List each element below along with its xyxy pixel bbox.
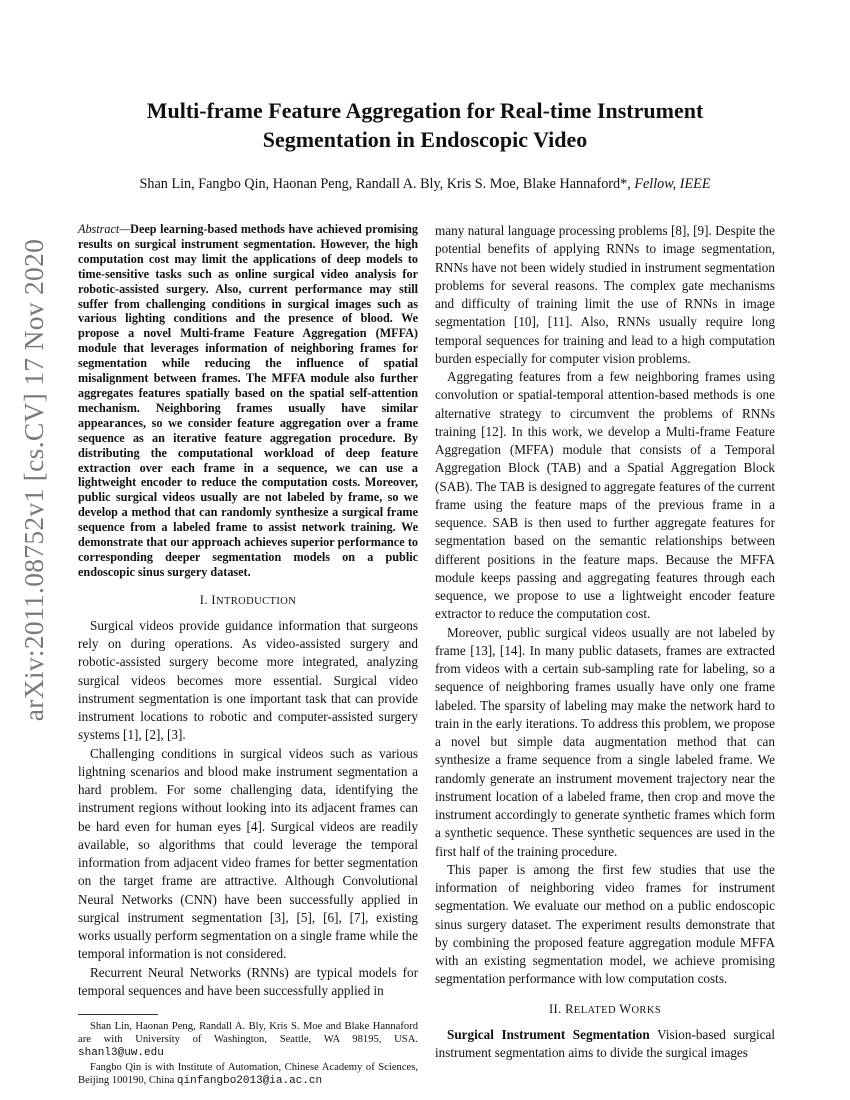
footnotes: [78, 1020, 418, 1088]
section-title-rest-1: ELATED: [573, 1004, 616, 1016]
run-in-heading: Surgical Instrument Segmentation: [447, 1026, 650, 1042]
intro-paragraph-6: This paper is among the first few studies that use the information of neighboring video frames for instrument segmentation. We evaluate our method on a public endoscopic sinus surgery dataset. The experiment results demonstrate that by combining the proposed feature aggregation module MFFA with an existing segmentation model, we achieve promising segmentation performance with low computation costs.: [435, 861, 775, 987]
footnote-2-text: Fangbo Qin is with Institute of Automation, Chinese Academy of Sciences, Beijing 100190, China: [78, 1061, 418, 1086]
footnote-affiliation-2: [78, 1061, 418, 1088]
section-title-cap-2: W: [619, 1001, 632, 1016]
arxiv-identifier-text: arXiv:2011.08752v1 [cs.CV] 17 Nov 2020: [18, 238, 50, 722]
intro-paragraph-2: Challenging conditions in surgical videos such as various lightning scenarios and blood make instrument segmentation a hard problem. For some challenging data, identifying the instrument regions without looking into its adjacent frames can be hard even for human eyes [4]. Surgical videos are readily available, so algorithms that could leverage the temporal information from adjacent video frames for better segmentation on the target frame are attractive. Although Convolutional Neural Networks (CNN) have been successfully applied in surgical instrument segmentation [3], [5], [6], [7], existing works usually perform segmentation on a single frame while the temporal information is not considered.: [78, 745, 418, 962]
abstract-label: Abstract: [78, 222, 120, 236]
right-body: [435, 222, 775, 989]
section-title-cap: I: [211, 592, 216, 607]
introduction-body: [78, 617, 418, 1000]
related-works-body: [435, 1026, 775, 1063]
paper-title: Multi-frame Feature Aggregation for Real-time Instrument Segmentation in Endoscopic Video: [146, 98, 704, 152]
author-line: [80, 175, 770, 193]
abstract-text: Deep learning-based methods have achieved promising results on surgical instrument segmentation. However, the high computation cost may limit the applications of deep models to time-sensitive tasks such as online surgical video analysis for robotic-assisted surgery. Also, current performance may still suffer from challenging conditions in surgical images such as various lighting conditions and the presence of blood. We propose a novel Multi-frame Feature Aggregation (MFFA) module that leverages information of neighboring frames for segmentation while reducing the influence of spatial misalignment between frames. The MFFA module also further aggregates features spatially based on the spatial self-attention mechanism. Neighboring frames usually have similar appearances, so we consider feature aggregation over a frame sequence as an iterative feature aggregation procedure. By distributing the computational workload of deep feature extraction over each frame in a sequence, we can use a lightweight encoder to reduce the computation costs. Moreover, public surgical videos usually are not labeled by frame, so we develop a method that can randomly synthesize a surgical frame sequence from a labeled frame to assist network training. We demonstrate that our approach achieves superior performance to corresponding deeper segmentation models on a public endoscopic sinus surgery dataset.: [78, 222, 418, 579]
footnote-affiliation-1: [78, 1020, 418, 1061]
footnote-1-text: Shan Lin, Haonan Peng, Randall A. Bly, Kris S. Moe and Blake Hannaford are with University of Washington, Seattle, WA 98195, USA.: [78, 1021, 418, 1046]
section-heading-introduction: [78, 593, 418, 608]
abstract-paragraph: [78, 222, 418, 580]
intro-paragraph-1: Surgical videos provide guidance information that surgeons rely on during operations. As video-assisted surgery and robotic-assisted surgery become more integrated, analyzing surgical videos becomes more essential. Surgical video instrument segmentation is one important task that can provide instrument locations to robotic and computer-assisted surgery systems [1], [2], [3].: [78, 617, 418, 743]
intro-paragraph-3: Recurrent Neural Networks (RNNs) are typical models for temporal sequences and have been successfully applied in: [78, 964, 418, 998]
right-column: [435, 222, 775, 1062]
abstract: [78, 222, 418, 580]
author-role: Fellow, IEEE: [634, 176, 711, 192]
footnote-1-email: shanl3@uw.edu: [78, 1047, 164, 1060]
abstract-dash: —: [119, 222, 131, 236]
related-paragraph-1: [435, 1026, 775, 1063]
author-names: Shan Lin, Fangbo Qin, Haonan Peng, Randall A. Bly, Kris S. Moe, Blake Hannaford*,: [139, 176, 631, 192]
section-title-rest-2: ORKS: [631, 1004, 662, 1016]
section-numeral: I.: [199, 592, 208, 607]
section-title-rest: NTRODUCTION: [215, 595, 297, 607]
related-paragraph-1-text: Vision-based surgical instrument segmentation aims to divide the surgical images: [435, 1026, 776, 1060]
arxiv-identifier: [12, 238, 56, 722]
intro-paragraph-3-continued: many natural language processing problems [8], [9]. Despite the potential benefits of applying RNNs to image segmentation, RNNs have not been widely studied in instrument segmentation problems for several reasons. The complex gate mechanisms and difficulty of training limit the use of RNNs in image segmentation [10], [11]. Also, RNNs usually require long temporal sequences for training and lead to a high computation burden especially for computer vision problems.: [435, 223, 775, 366]
left-column: [78, 222, 418, 1088]
intro-paragraph-4: Aggregating features from a few neighboring frames using convolution or spatial-temporal attention-based methods is one alternative strategy to circumvent the problems of RNNs training [12]. In this work, we develop a Multi-frame Feature Aggregation (MFFA) module that consists of a Temporal Aggregation Block (TAB) and a Spatial Aggregation Block (SAB). The TAB is designed to aggregate features of the current frame using the feature maps of the previous frame in a sequence. SAB is then used to further aggregate features for segmentation based on the semantic relationships between different positions in the feature maps. Because the MFFA module keeps passing and aggregating features through each sequence, we propose to use a lightweight encoder feature extractor to reduce the computation cost.: [435, 369, 775, 622]
footnote-divider: [78, 1014, 158, 1015]
section-title-cap-1: R: [565, 1001, 574, 1016]
footnote-2-email: qinfangbo2013@ia.ac.cn: [176, 1074, 323, 1087]
section-numeral: II.: [548, 1001, 562, 1016]
section-heading-related-works: [435, 1002, 775, 1017]
intro-paragraph-5: Moreover, public surgical videos usually are not labeled by frame [13], [14]. In many public datasets, frames are extracted from videos with a certain sub-sampling rate for labeling, so a sequence of neighboring frames usually have only one frame labeled. The sparsity of labeling may make the network hard to train in the early iterations. To address this problem, we propose a novel but simple data augmentation method that can synthesize a frame sequence from a single labeled frame. We randomly generate an instrument movement trajectory near the instrument location of a labeled frame, then crop and move the instrument accordingly to generate synthetic frames which form a synthetic sequence. These synthetic sequences are used in the first half of the training procedure.: [435, 624, 775, 859]
